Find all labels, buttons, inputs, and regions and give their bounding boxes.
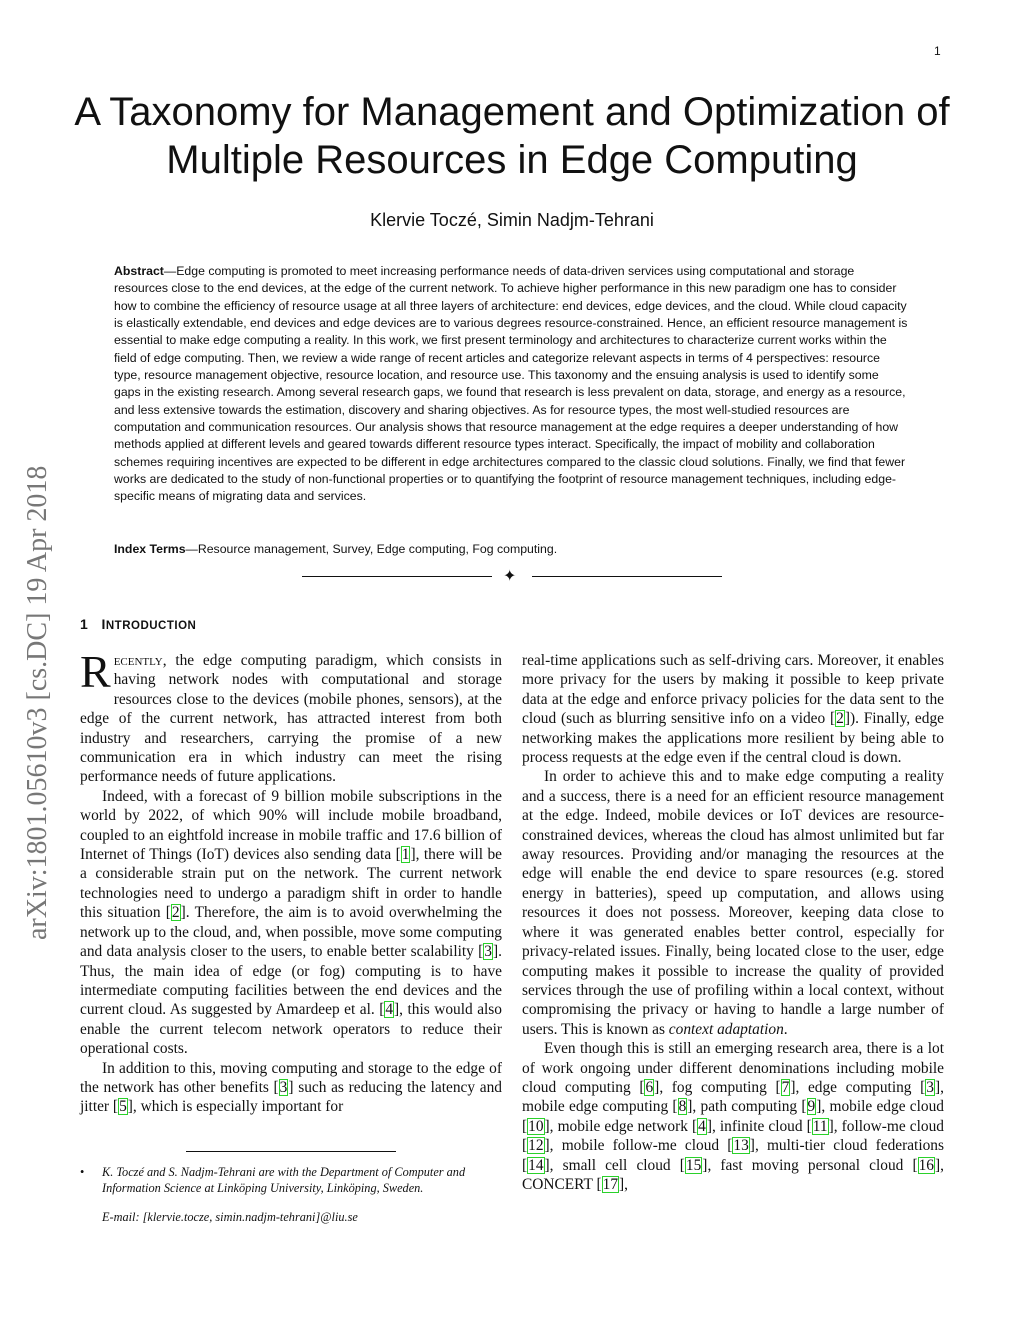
section-title-rest: NTRODUCTION <box>105 620 197 632</box>
divider-right <box>532 576 722 577</box>
text-run: ). Finally, edge networking makes the applications more resilient by being able to process requests at the edge even if the central cloud is down. <box>522 710 944 767</box>
citation: [3] <box>920 1078 941 1096</box>
paragraph <box>522 1039 944 1194</box>
citation: [13] <box>727 1137 755 1155</box>
text-run: , CONCERT <box>522 1156 944 1193</box>
citation-link[interactable]: 10 <box>528 1117 544 1135</box>
citation-link[interactable]: 3 <box>926 1078 934 1096</box>
citation-link[interactable]: 17 <box>602 1175 619 1193</box>
citation: [16] <box>912 1156 941 1174</box>
paper-title: A Taxonomy for Management and Optimization of Multiple Resources in Edge Computing <box>74 90 950 182</box>
text-run: . Thus, the main idea of edge (or fog) computing is to have intermediate computing facilities between the end devices and the current cloud. As suggested by Amardeep et al. <box>80 943 502 1019</box>
text-run: , <box>624 1175 629 1193</box>
citation-link[interactable]: 9 <box>807 1098 816 1116</box>
bullet: • <box>80 1165 85 1179</box>
citation-link[interactable]: 1 <box>401 846 410 864</box>
arxiv-stamp: arXiv:1801.05610v3 [cs.DC] 19 Apr 2018 <box>22 465 53 940</box>
citation-link[interactable]: 2 <box>836 710 844 728</box>
citation: [4] <box>379 1001 400 1019</box>
text-run: Indeed, with a forecast of 9 billion mobile subscriptions in the world by 2022, of which 90% will include mobile broadband, coupled to an eightfold increase in mobile traffic and 17.6 billion of Internet of Things (IoT) devices also sending data <box>80 787 502 864</box>
small-caps-text: ecently <box>113 652 163 669</box>
citation: [3] <box>273 1078 294 1096</box>
text-run: , edge computing <box>795 1078 921 1096</box>
citation: [17] <box>596 1175 625 1193</box>
citation-link[interactable]: 3 <box>279 1078 288 1096</box>
citation-link[interactable]: 4 <box>385 1001 394 1019</box>
left-column <box>80 646 502 1117</box>
citation: [1] <box>395 846 416 864</box>
citation: [3] <box>478 943 499 961</box>
citation-link[interactable]: 8 <box>678 1098 687 1116</box>
section-initial: I <box>101 616 106 632</box>
abstract <box>114 263 908 506</box>
citation-link[interactable]: 5 <box>119 1098 127 1116</box>
text-run: , multi-tier cloud federations <box>754 1137 944 1155</box>
citation: [2] <box>165 904 186 922</box>
abstract-text: —Edge computing is promoted to meet increasing performance needs of data-driven services using computational and storage resources close to the end devices, at the edge of the current network. To achieve higher performance in this new paradigm one has to consider how to combine the efficiency of resource usage at all three layers of architecture: end devices, edge devices, and the cloud. While cloud capacity is elastically extendable, end devices and edge devices are to various degrees resource-constrained. Hence, an efficient resource management is essential to make edge computing a reality. In this work, we first present terminology and architectures to characterize current works within the field of edge computing. Then, we review a wide range of recent articles and categorize relevant aspects in terms of 4 perspectives: resource type, resource management objective, resource location, and resource use. This taxonomy and the ensuing analysis is used to identify some gaps in the existing research. Among several research gaps, we found that research is less prevalent on data, storage, and energy as a resource, and less extensive towards the estimation, discovery and sharing objectives. As for resource types, the most well-studied resources are computation and communication resources. Our analysis shows that resource management at the edge requires a deeper understanding of how methods applied at different levels and geared towards different resource types interact. Specifically, the impact of mobility and collaboration schemes requiring incentives are expected to be different in edge architectures compared to the classic cloud solutions. Finally, we find that fewer works are dedicated to the study of non-functional properties or to quantifying the footprint of resource management techniques, including edge-specific means of migrating data and services. <box>114 264 908 504</box>
citation-link[interactable]: 3 <box>484 943 492 961</box>
drop-cap: R <box>80 646 111 697</box>
citation: [6] <box>639 1078 660 1096</box>
text-run: . Therefore, the aim is to avoid overwhelming the network up to the cloud, and, when possible, move some computing and data analysis closer to the users, to enable better scalability <box>80 904 502 961</box>
footnote-rule <box>186 1151 396 1152</box>
citation-link[interactable]: 12 <box>528 1137 544 1155</box>
citation: [15] <box>679 1156 708 1174</box>
text-run: , mobile follow-me cloud <box>549 1137 728 1155</box>
citation-link[interactable]: 2 <box>171 904 180 922</box>
citation-link[interactable]: 16 <box>918 1156 934 1174</box>
emphasis-text: context adaptation <box>668 1020 784 1038</box>
text-run: , small cell cloud <box>549 1156 680 1174</box>
paragraph <box>80 646 502 787</box>
section-heading <box>80 616 196 632</box>
divider-star-icon: ✦ <box>503 566 517 585</box>
citation: [10] <box>522 1117 550 1135</box>
index-terms <box>114 541 908 558</box>
text-run: , fog computing <box>659 1078 776 1096</box>
page-number: 1 <box>934 44 941 58</box>
citation-link[interactable]: 4 <box>698 1117 706 1135</box>
citation: [4] <box>691 1117 712 1135</box>
paragraph <box>80 1059 502 1117</box>
citation: [11] <box>806 1117 834 1135</box>
citation: [7] <box>775 1078 796 1096</box>
text-run: , this would also enable the current telecom network operators to reduce their operational costs. <box>80 1001 502 1058</box>
text-run: , follow-me cloud <box>833 1117 944 1135</box>
text-run: In addition to this, moving computing and storage to the edge of the network has other benefits <box>80 1059 502 1096</box>
text-run: . <box>783 1020 788 1038</box>
section-number: 1 <box>80 616 89 632</box>
text-run: , path computing <box>692 1098 802 1116</box>
text-run: such as reducing the latency and jitter <box>80 1078 502 1116</box>
abstract-label: Abstract <box>114 264 164 278</box>
footnote-text: K. Toczé and S. Nadjm-Tehrani are with the Department of Computer and Information Science at Linköping University, Linköping, Sweden. <box>102 1165 466 1195</box>
text-run: , infinite cloud <box>711 1117 807 1135</box>
right-column <box>522 651 944 1194</box>
citation: [2] <box>829 710 850 728</box>
text-run: , there will be a considerable strain put on the network. The current network technologies need to undergo a paradigm shift in order to handle this situation <box>80 846 502 922</box>
index-terms-text: —Resource management, Survey, Edge computing, Fog computing. <box>185 542 558 556</box>
paragraph <box>522 651 944 767</box>
citation: [5] <box>112 1098 133 1116</box>
authors: Klervie Toczé, Simin Nadjm-Tehrani <box>370 210 654 230</box>
citation: [14] <box>522 1156 550 1174</box>
text-run: , fast moving personal cloud <box>707 1156 913 1174</box>
citation: [8] <box>672 1098 693 1116</box>
citation-link[interactable]: 15 <box>685 1156 702 1174</box>
text-run: , mobile edge computing <box>522 1078 944 1116</box>
citation-link[interactable]: 11 <box>812 1117 828 1135</box>
text-run: , mobile edge cloud <box>821 1098 944 1116</box>
citation: [9] <box>801 1098 822 1116</box>
text-run: In order to achieve this and to make edge computing a reality and a success, there is a need for an efficient resource management at the edge. Indeed, mobile devices or IoT devices are resource-constrained devices, whereas the cloud has almost unlimited but far away resources. Providing and/or managing the resources at the edge will enable the end device to spare resources (e.g. stored energy in batteries), speed up computation, and allows using resources it does not possess. Moreover, keeping data close to where it was generated enables better control, especially for privacy-related issues. Finally, being located close to the user, edge computing makes it possible to increase the quality of provided services through the use of profiling within a local context, without compromising the privacy or having to handle a large number of users. This is known as <box>522 768 944 1038</box>
divider-left <box>302 576 492 577</box>
text-run: Even though this is still an emerging research area, there is a lot of work ongoing under different denominations including mobile cloud computing <box>522 1040 944 1096</box>
paragraph <box>522 767 944 1039</box>
citation-link[interactable]: 7 <box>781 1078 790 1096</box>
text-run: real-time applications such as self-driving cars. Moreover, it enables more privacy for the users by making it possible to keep private data at the edge and enforce privacy policies for the data sent to the cloud (such as blurring sensitive info on a video <box>522 652 944 728</box>
index-terms-label: Index Terms <box>114 542 186 556</box>
footnote <box>80 1164 502 1196</box>
text-run: , mobile edge network <box>549 1117 692 1135</box>
footnote-email: E-mail: [klervie.tocze, simin.nadjm-tehrani]@liu.se <box>102 1210 358 1224</box>
paragraph <box>80 787 502 1059</box>
text-run: , the edge computing paradigm, which consists in having network nodes with computational and storage resources close to the devices (mobile phones, sensors), at the edge of the current network, has attracted interest from both industry and researchers, carrying the promise of a new communication era in which industry can meet the rising performance needs of future applications. <box>80 652 502 786</box>
text-run: , which is especially important for <box>132 1098 344 1116</box>
citation-link[interactable]: 13 <box>733 1137 749 1155</box>
citation-link[interactable]: 14 <box>528 1156 544 1174</box>
citation: [12] <box>522 1137 550 1155</box>
citation-link[interactable]: 6 <box>645 1078 654 1096</box>
